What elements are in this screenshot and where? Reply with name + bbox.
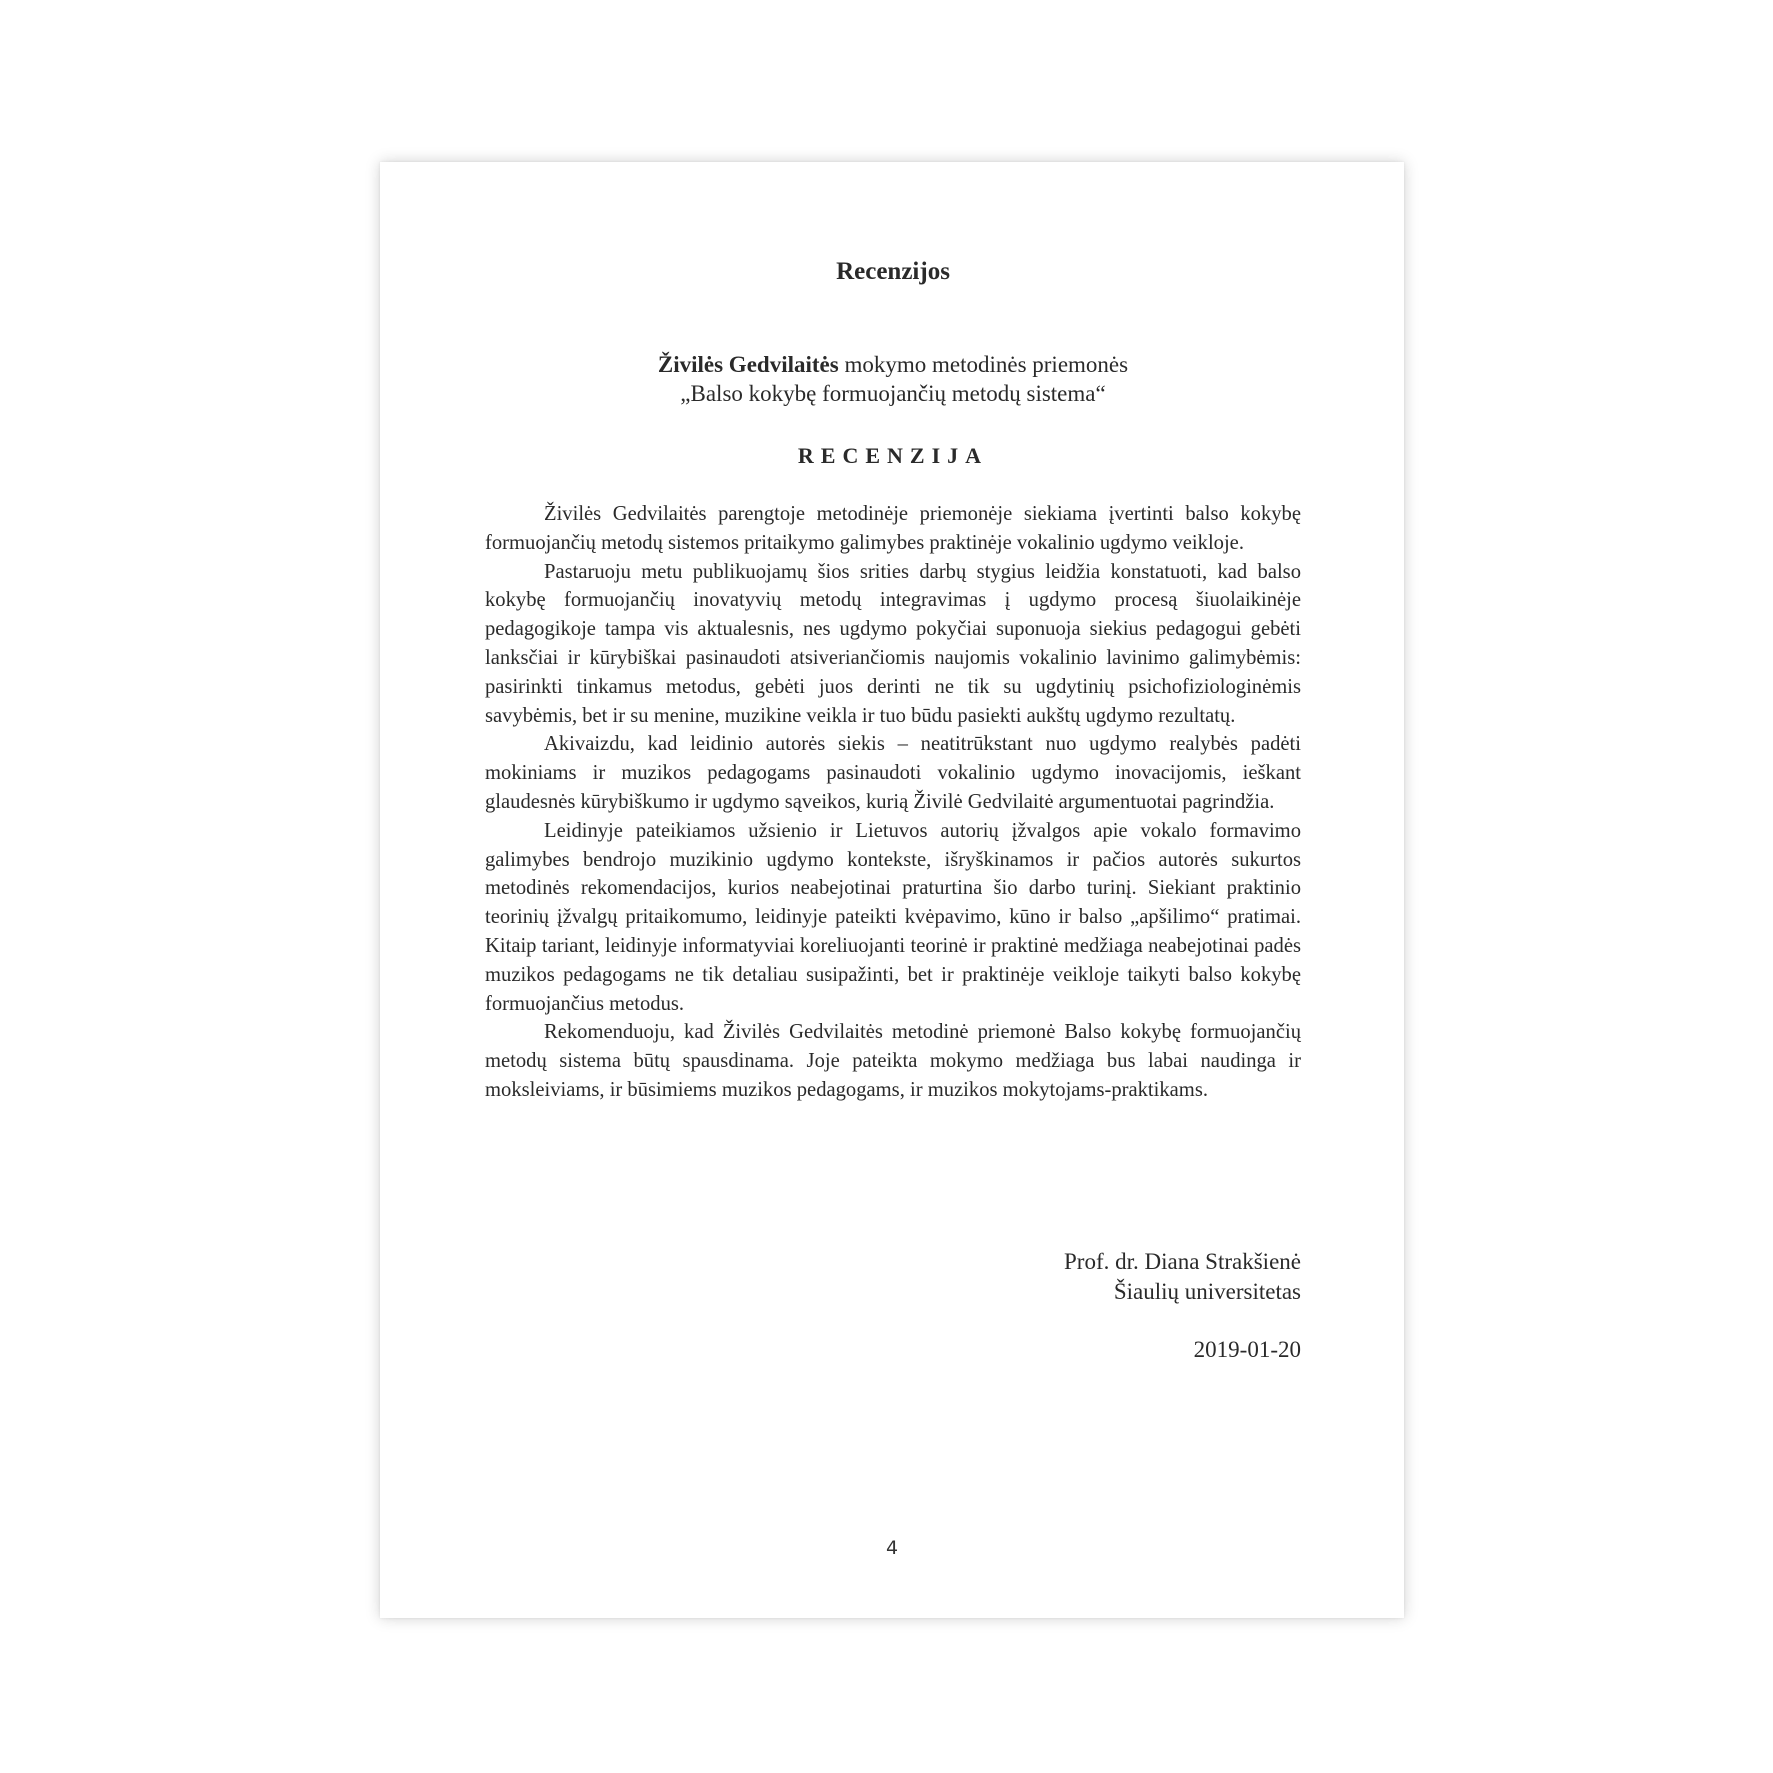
page-number: 4 [885, 1537, 899, 1559]
document-page [380, 162, 1404, 1618]
section-heading: Recenzijos [836, 258, 950, 285]
paragraph-4: Leidinyje pateikiamos užsienio ir Lietuvos autorių įžvalgos apie vokalo formavimo galimybes bendrojo muzikinio ugdymo kontekste, išryškinamos ir pačios autorės sukurtos metodinės rekomendacijos, kurios neabejotinai praturtina šio darbo turinį. Siekiant praktinio teorinių įžvalgų pritaikomumo, leidinyje pateikti kvėpavimo, kūno ir balso „apšilimo“ pratimai. Kitaip tariant, leidinyje informatyviai koreliuojanti teorinė ir praktinė medžiaga neabejotinai padės muzikos pedagogams ne tik detaliau susipažinti, bet ir praktinėje veikloje taikyti balso kokybę formuojančius metodus. [485, 819, 1301, 1015]
reviewer-name: Prof. dr. Diana Strakšienė [1064, 1249, 1301, 1274]
subtitle-author: Živilės Gedvilaitės [657, 352, 839, 377]
subtitle-line-2: „Balso kokybę formuojančių metodų sistema“ [680, 381, 1106, 406]
subtitle-line-1-rest: mokymo metodinės priemonės [838, 352, 1129, 377]
review-title: RECENZIJA [797, 443, 989, 468]
review-date: 2019-01-20 [1193, 1337, 1301, 1362]
subtitle-line-1 [485, 350, 1301, 379]
paragraph-1: Živilės Gedvilaitės parengtoje metodinėje priemonėje siekiama įvertinti balso kokybę formuojančių metodų sistemos pritaikymo galimybes praktinėje vokalinio ugdymo veikloje. [485, 503, 1301, 554]
reviewer-institution: Šiaulių universitetas [1113, 1279, 1301, 1304]
reviewer-signature [1064, 1247, 1301, 1307]
paragraph-5: Rekomenduoju, kad Živilės Gedvilaitės metodinė priemonė Balso kokybę formuojančių metodų sistema būtų spausdinama. Joje pateikta mokymo medžiaga bus labai naudinga ir moksleiviams, ir būsimiems muzikos pedagogams, ir muzikos mokytojams-praktikams. [485, 1021, 1301, 1101]
paragraph-3: Akivaizdu, kad leidinio autorės siekis – neatitrūkstant nuo ugdymo realybės padėti mokiniams ir muzikos pedagogams pasinaudoti vokalinio ugdymo inovacijomis, ieškant glaudesnės kūrybiškumo ir ugdymo sąveikos, kurią Živilė Gedvilaitė argumentuotai pagrindžia. [485, 733, 1301, 813]
paragraph-2: Pastaruoju metu publikuojamų šios srities darbų stygius leidžia konstatuoti, kad balso kokybę formuojančių inovatyvių metodų integravimas į ugdymo procesą šiuolaikinėje pedagogikoje tampa vis aktualesnis, nes ugdymo pokyčiai suponuoja siekius pedagogui gebėti lanksčiai ir kūrybiškai pasinaudoti atsiveriančiomis naujomis vokalinio lavinimo galimybėmis: pasirinkti tinkamus metodus, gebėti juos derinti ne tik su ugdytinių psichofiziologinėmis savybėmis, bet ir su menine, muzikine veikla ir tuo būdu pasiekti aukštų ugdymo rezultatų. [485, 560, 1301, 727]
book-subtitle [485, 350, 1301, 408]
review-body [485, 500, 1301, 1105]
